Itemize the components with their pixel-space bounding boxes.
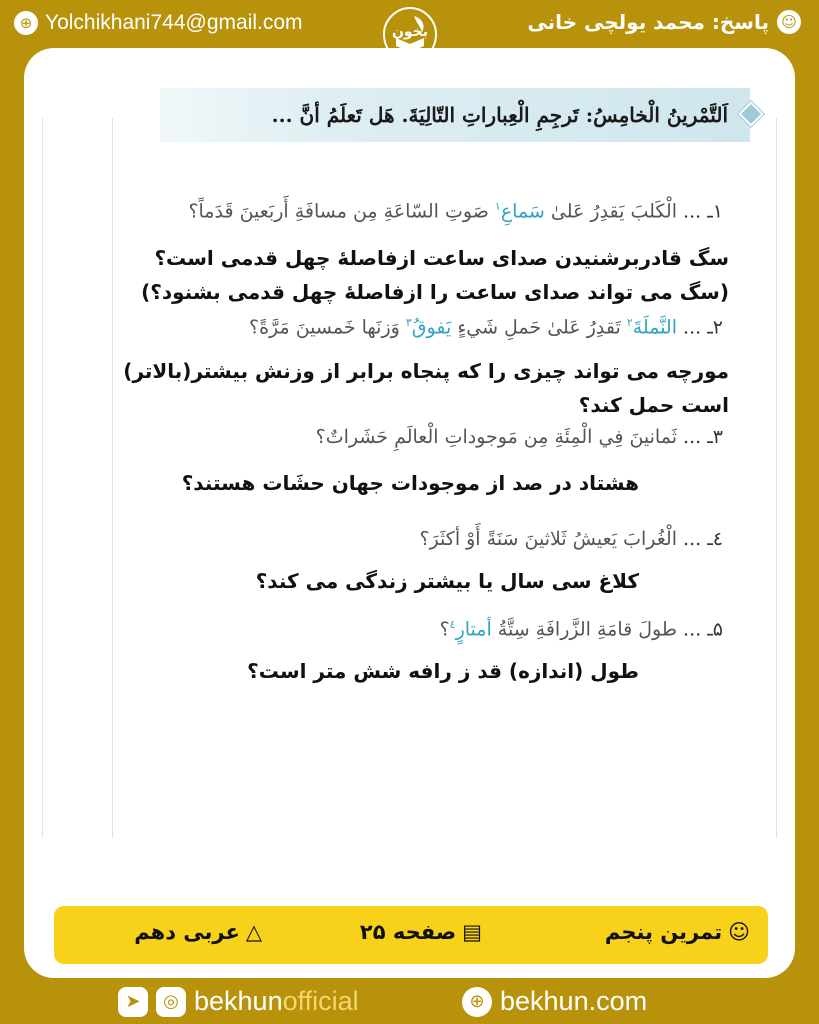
question-number: ۵ـ ... (683, 618, 723, 641)
handle-main: bekhun (194, 986, 283, 1016)
question-2 (249, 316, 723, 338)
question-5 (440, 618, 723, 640)
footnote-mark: ۳ (405, 316, 412, 329)
footnote-mark: ۲ (626, 316, 633, 329)
question-text: الْغُرابَ يَعيشُ ثَلاثينَ سَنَةً أَوْ أكثَرَ؟ (419, 528, 677, 550)
instagram-icon[interactable]: ◎ (156, 987, 186, 1017)
question-number: ۱ـ ... (683, 200, 723, 223)
question-text: طولَ قامَةِ الزَّرافَةِ سِتَّةُ (497, 618, 677, 641)
social-bar (0, 980, 819, 1024)
highlight-word: يَفوقُ (411, 316, 452, 339)
website-text: bekhun.com (500, 986, 648, 1016)
exercise-title: اَلتَّمْرينُ الْخامِسُ: تَرجِمِ الْعِباراتِ التّالِيَةَ. هَل تَعلَمُ أنَّ ... (271, 103, 728, 127)
globe-icon: ⊕ (462, 987, 492, 1017)
question-number: ٤ـ ... (683, 528, 723, 550)
book-icon: ▤ (462, 920, 482, 944)
decor-line-left (42, 118, 43, 838)
answer-5: طول (اندازه) قد ز رافه شش متر است؟ (247, 659, 639, 683)
logo-text: بخون (391, 24, 429, 40)
highlight-word: سَماعِ (500, 200, 545, 223)
content-card (24, 48, 795, 978)
telegram-icon[interactable]: ➤ (118, 987, 148, 1017)
question-number: ۳ـ ... (683, 426, 723, 448)
footnote-mark: ٤ (449, 618, 456, 631)
question-text: ثَمانينَ فِي الْمِئَةِ مِن مَوجوداتِ الْعالَمِ حَشَراتٌ؟ (315, 426, 677, 448)
highlight-word: أمتارٍ (455, 618, 492, 641)
question-3 (316, 426, 723, 448)
answer-2: مورچه می تواند چیزی را که پنجاه برابر از وزنش بیشتر(بالاتر) است حمل کند؟ (123, 359, 729, 417)
author-credit (527, 10, 801, 34)
author-text: پاسخ: محمد یولچی خانی (527, 10, 769, 34)
question-text: وَزنَها خَمسينَ مَرَّةً؟ (248, 316, 400, 339)
user-icon: ☺ (777, 10, 801, 34)
highlight-word: النَّملَةَ (632, 316, 677, 339)
question-text: تَقدِرُ عَلیٰ حَملِ شَيءٍ (457, 316, 621, 339)
website-link[interactable] (462, 986, 647, 1017)
footnote-mark: ۱ (494, 200, 501, 213)
top-bar (0, 0, 819, 50)
graduation-cap-icon: △ (245, 920, 262, 944)
question-number: ۲ـ ... (683, 316, 723, 339)
answer-3: هشتاد در صد از موجودات جهان حشَات هستند؟ (181, 471, 639, 495)
page-number: صفحه ۲۵ (359, 920, 457, 944)
question-text: صَوتِ السّاعَةِ مِن مسافَةِ أَربَعينَ قَدَماً؟ (188, 200, 489, 223)
exercise-name: تمرین پنجم (604, 920, 723, 944)
answer-1: سگ قادربرشنیدن صدای ساعت ازفاصلهٔ چهل قدمی است؟ (سگ می تواند صدای ساعت را ازفاصلهٔ چهل قدمی بشنود؟) (141, 246, 729, 304)
answer-4: کلاغ سی سال یا بیشتر زندگی می کند؟ (255, 569, 639, 593)
handle-suffix: official (282, 986, 359, 1016)
social-handle[interactable] (118, 986, 359, 1017)
info-bar (54, 906, 768, 964)
email-contact[interactable] (14, 11, 303, 35)
diamond-icon (738, 101, 763, 126)
question-text: الْكَلبَ يَقدِرُ عَلیٰ (550, 200, 677, 223)
exercise-label (605, 920, 750, 944)
globe-icon: ⊕ (14, 11, 38, 35)
email-text: Yolchikhani744@gmail.com (45, 11, 303, 34)
question-text: ؟ (439, 618, 450, 641)
book-label (134, 920, 262, 944)
exercise-title-band (160, 88, 750, 142)
handle-text (194, 986, 359, 1017)
decor-line-right (776, 118, 777, 838)
teacher-icon: ☺ (728, 920, 750, 944)
decor-line-left-2 (112, 118, 113, 838)
book-name: عربی دهم (134, 920, 240, 944)
page-label (360, 920, 482, 944)
question-4 (419, 528, 723, 550)
question-1 (188, 200, 723, 222)
